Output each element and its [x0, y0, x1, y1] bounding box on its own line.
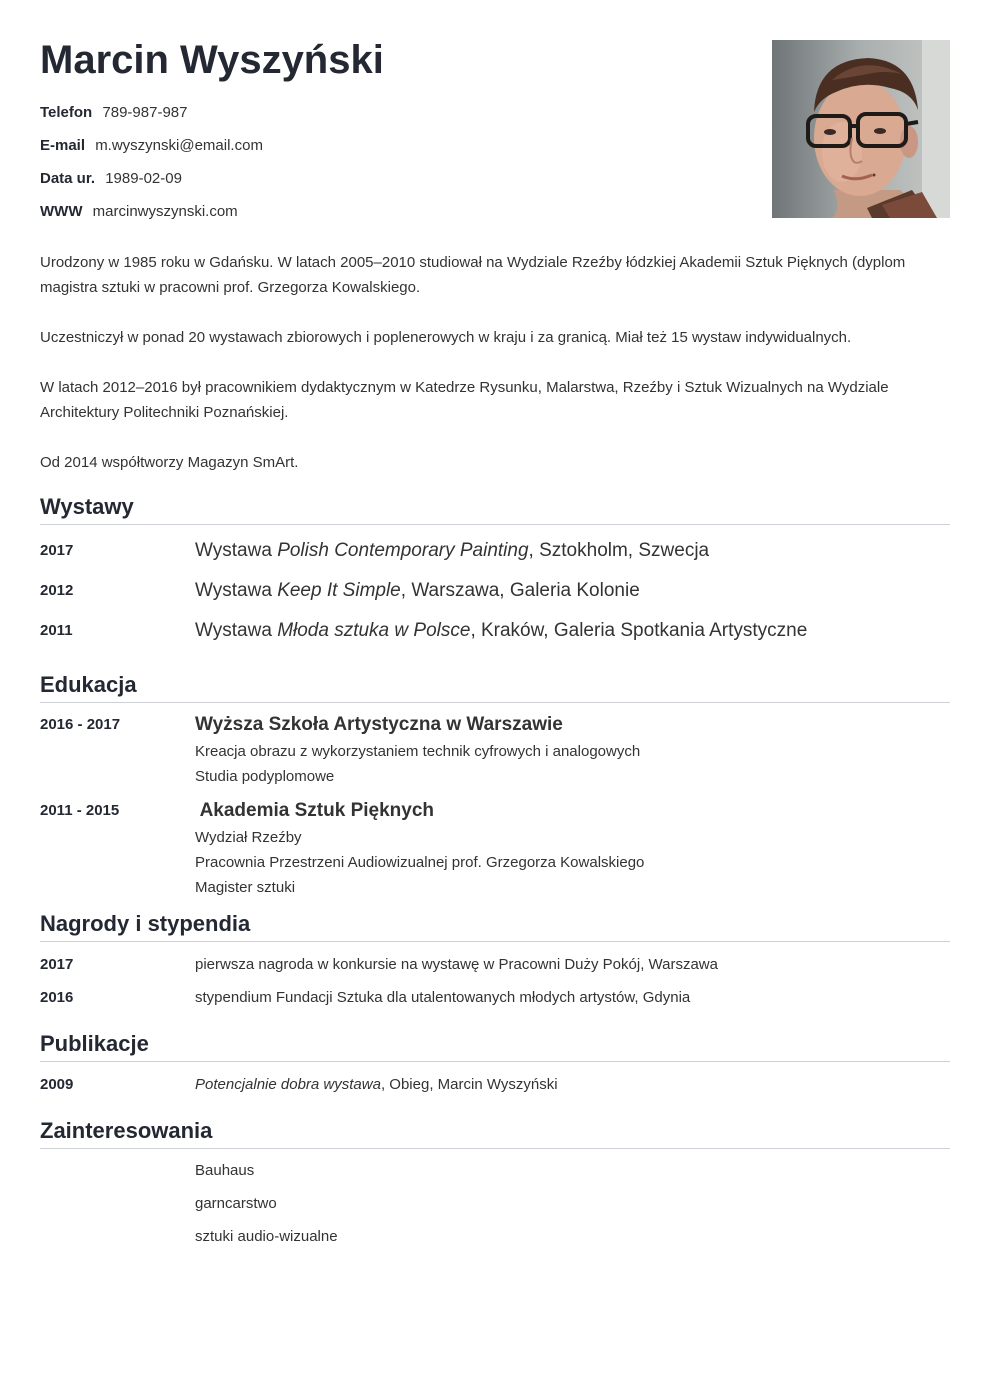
- exhibition-description: [195, 573, 950, 609]
- education-line: Pracownia Przestrzeni Audiowizualnej prof. Grzegorza Kowalskiego: [195, 854, 645, 871]
- education-line: Studia podyplomowe: [195, 768, 335, 785]
- education-dates: 2016 - 2017: [40, 716, 121, 733]
- section-title: Zainteresowania: [40, 1117, 950, 1149]
- exhibition-description: [195, 533, 950, 569]
- exhibition-item: [40, 613, 950, 653]
- interest-list: [40, 1149, 950, 1254]
- exhibition-item: [40, 533, 950, 573]
- exhibition-title: Keep It Simple: [277, 580, 401, 601]
- education-line: Wydział Rzeźby: [195, 829, 302, 846]
- exhibition-list: [40, 525, 950, 653]
- section-interests: [40, 1117, 950, 1254]
- exhibition-description: [195, 613, 950, 649]
- award-year: 2016: [40, 989, 74, 1006]
- section-awards: [40, 910, 950, 1016]
- exhibition-title: Młoda sztuka w Polsce: [277, 620, 471, 641]
- exhibition-year: 2017: [40, 542, 74, 559]
- publication-source: , Obieg, Marcin Wyszyński: [380, 1076, 558, 1093]
- education-dates: 2011 - 2015: [40, 802, 120, 819]
- exhibition-prefix: Wystawa: [195, 580, 278, 601]
- publication-description: [195, 1070, 950, 1100]
- contact-label: Data ur.: [40, 170, 96, 187]
- publication-item: [40, 1070, 950, 1103]
- exhibition-item: [40, 573, 950, 613]
- resume-header: [40, 36, 950, 236]
- interest-item: garncarstwo: [195, 1195, 277, 1212]
- summary: [40, 250, 950, 475]
- education-details: [195, 711, 950, 789]
- contact-value: 1989-02-09: [105, 170, 182, 187]
- award-list: [40, 942, 950, 1016]
- section-title: Wystawy: [40, 493, 950, 525]
- education-line: Magister sztuki: [195, 879, 296, 896]
- contact-value: marcinwyszynski.com: [92, 203, 238, 220]
- exhibition-prefix: Wystawa: [195, 540, 278, 561]
- exhibition-prefix: Wystawa: [195, 620, 278, 641]
- exhibition-year: 2011: [40, 622, 73, 639]
- exhibition-title: Polish Contemporary Painting: [277, 540, 529, 561]
- exhibition-location: , Sztokholm, Szwecja: [528, 540, 710, 561]
- education-line: Kreacja obrazu z wykorzystaniem technik cyfrowych i analogowych: [195, 743, 641, 760]
- school-name: Wyższa Szkoła Artystyczna w Warszawie: [195, 714, 563, 735]
- section-education: [40, 671, 950, 900]
- contact-label: Telefon: [40, 104, 93, 121]
- resume-page: [40, 0, 950, 1254]
- exhibition-location: , Warszawa, Galeria Kolonie: [400, 580, 640, 601]
- summary-paragraph: W latach 2012–2016 był pracownikiem dydaktycznym w Katedrze Rysunku, Malarstwa, Rzeźby i Sztuk Wizualnych na Wydziale Architektury Politechniki Poznańskiej.: [40, 379, 889, 421]
- education-item: [40, 711, 950, 789]
- award-year: 2017: [40, 956, 74, 973]
- section-title: Nagrody i stypendia: [40, 910, 950, 942]
- education-list: [40, 703, 950, 900]
- award-item: [40, 983, 950, 1016]
- section-title: Publikacje: [40, 1030, 950, 1062]
- publication-list: [40, 1062, 950, 1103]
- publication-title: Potencjalnie dobra wystawa: [195, 1076, 381, 1093]
- publication-year: 2009: [40, 1076, 74, 1093]
- contact-value: m.wyszynski@email.com: [95, 137, 263, 154]
- exhibition-year: 2012: [40, 582, 74, 599]
- summary-paragraph: Urodzony w 1985 roku w Gdańsku. W latach 2005–2010 studiował na Wydziale Rzeźby łódzkiej Akademii Sztuk Pięknych (dyplom magistra sztuki w pracowni prof. Grzegorza Kowalskiego.: [40, 254, 906, 296]
- school-name: Akademia Sztuk Pięknych: [195, 800, 435, 821]
- exhibition-location: , Kraków, Galeria Spotkania Artystyczne: [470, 620, 808, 641]
- summary-paragraph: Uczestniczył w ponad 20 wystawach zbiorowych i poplenerowych w kraju i za granicą. Miał też 15 wystaw indywidualnych.: [40, 329, 852, 346]
- award-item: [40, 950, 950, 983]
- person-name: Marcin Wyszyński: [40, 38, 384, 82]
- education-item: [40, 797, 950, 900]
- interest-item: Bauhaus: [195, 1162, 255, 1179]
- interest-item: sztuki audio-wizualne: [195, 1228, 338, 1245]
- profile-photo: [772, 40, 950, 218]
- contact-value: 789-987-987: [102, 104, 188, 121]
- section-exhibitions: [40, 493, 950, 653]
- section-publications: [40, 1030, 950, 1103]
- education-details: [195, 797, 950, 900]
- award-text: pierwsza nagroda w konkursie na wystawę w Pracowni Duży Pokój, Warszawa: [195, 956, 718, 973]
- section-title: Edukacja: [40, 671, 950, 703]
- award-text: stypendium Fundacji Sztuka dla utalentowanych młodych artystów, Gdynia: [195, 989, 691, 1006]
- contact-label: E-mail: [40, 137, 86, 154]
- contact-label: WWW: [40, 203, 83, 220]
- summary-paragraph: Od 2014 współtworzy Magazyn SmArt.: [40, 454, 299, 471]
